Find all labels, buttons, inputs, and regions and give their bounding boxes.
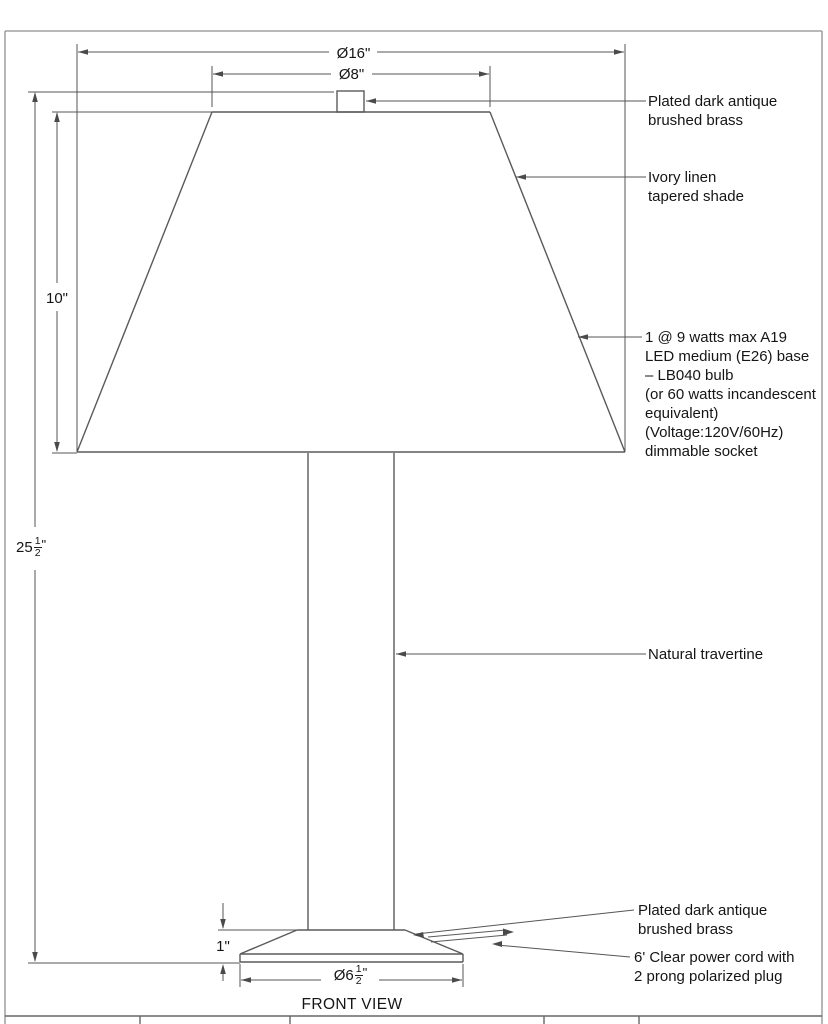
callout-power-cord (634, 948, 794, 986)
leader-lines (366, 101, 646, 957)
dim-label-shade-height: 10" (45, 290, 68, 307)
callout-base-line1: Plated dark antique (638, 902, 768, 919)
callout-base-line2: brushed brass (638, 921, 734, 938)
callout-bulb-line3: – LB040 bulb (645, 367, 734, 384)
dim-label-base-dia (324, 964, 377, 987)
callout-bulb-line6: (Voltage:120V/60Hz) (645, 424, 784, 441)
base-dia-numerator: 1 (355, 963, 362, 975)
callout-column-material (648, 645, 763, 664)
leader-cord (497, 945, 630, 957)
total-height-whole: 25 (16, 539, 33, 556)
finial-neck (337, 91, 364, 112)
base-outline (240, 930, 463, 962)
title-block (5, 1016, 822, 1024)
callout-bulb-line5: equivalent) (645, 405, 719, 422)
extension-lines (28, 44, 625, 987)
callout-bulb-line4: (or 60 watts incandescent (645, 386, 816, 403)
callout-bulb-spec (645, 328, 816, 461)
total-height-numerator: 1 (34, 535, 41, 547)
callout-finial-line2: brushed brass (648, 112, 744, 129)
total-height-denominator: 2 (34, 547, 41, 559)
callout-shade-material (648, 168, 744, 206)
callout-shade-line2: tapered shade (648, 188, 744, 205)
dim-label-total-height (16, 536, 46, 559)
callout-finial-finish (648, 92, 777, 130)
callout-shade-line1: Ivory linen (648, 169, 717, 186)
base-dia-unit: " (362, 965, 368, 980)
power-cord (428, 929, 514, 943)
base-dia-whole: Ø6 (333, 967, 354, 984)
total-height-unit: " (41, 537, 47, 552)
column-outline (308, 453, 394, 930)
base-dia-denominator: 2 (355, 975, 362, 987)
callout-column-line1: Natural travertine (648, 646, 764, 663)
callout-base-finish (638, 901, 767, 939)
dimension-lines (35, 52, 624, 981)
dim-label-overall-dia: Ø16" (336, 45, 371, 62)
callout-cord-line1: 6' Clear power cord with (634, 949, 795, 966)
callout-bulb-line7: dimmable socket (645, 443, 758, 460)
shade-outline (77, 112, 625, 452)
arrowheads (32, 49, 624, 983)
view-label: FRONT VIEW (301, 996, 403, 1013)
callout-finial-line1: Plated dark antique (648, 93, 778, 110)
callout-bulb-line1: 1 @ 9 watts max A19 (645, 329, 787, 346)
callout-cord-line2: 2 prong polarized plug (634, 968, 783, 985)
dim-label-base-height: 1" (216, 938, 230, 955)
callout-bulb-line2: LED medium (E26) base (645, 348, 810, 365)
leader-base-finish (416, 910, 634, 934)
lamp-outline (77, 91, 625, 962)
dim-label-top-dia: Ø8" (338, 66, 365, 83)
